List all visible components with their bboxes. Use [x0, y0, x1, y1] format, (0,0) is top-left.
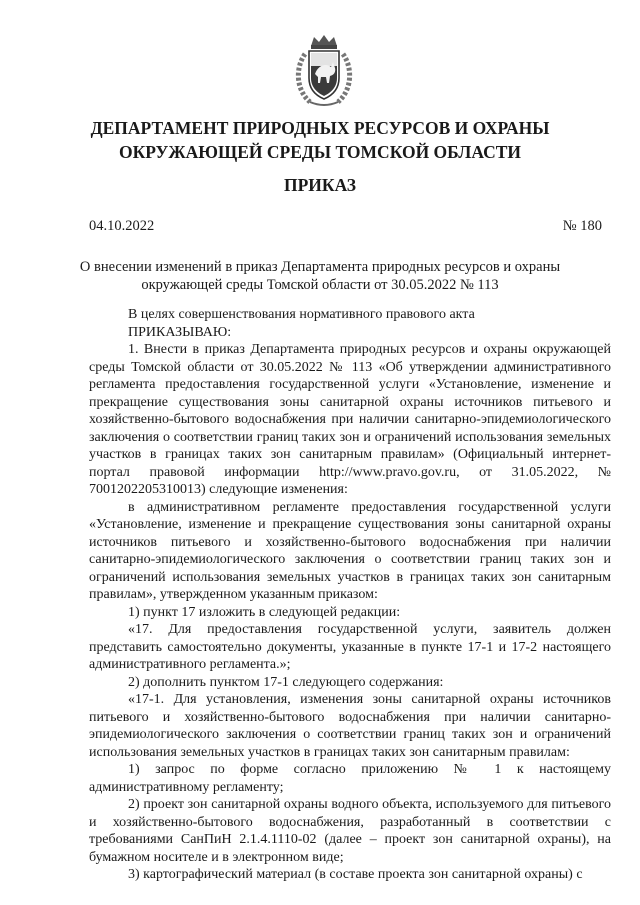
body-paragraph: 3) картографический материал (в составе проекта зон санитарной охраны) с — [128, 867, 583, 882]
body-paragraph: ПРИКАЗЫВАЮ: — [128, 324, 232, 340]
body-paragraph: «17-1. Для установления, изменения зоны санитарной охраны источников питьевого и хозяйственно-бытового водоснабжения при наличии санитарно-эпидемиологического заключения о соответствии границ таких зон и ограничений использования земельных участков в границах таких зон санитарным правилам: — [89, 692, 611, 760]
document-date: 04.10.2022 — [89, 218, 155, 234]
department-title-line2: ОКРУЖАЮЩЕЙ СРЕДЫ ТОМСКОЙ ОБЛАСТИ — [118, 142, 522, 162]
body-paragraph: 1) пункт 17 изложить в следующей редакции: — [128, 604, 401, 620]
document-type-heading: ПРИКАЗ — [283, 175, 357, 195]
body-paragraph: 1. Внести в приказ Департамента природных ресурсов и охраны окружающей среды Томской области от 30.05.2022 № 113 «Об утверждении административного регламента предоставления государственной услуги «Установление, изменение и прекращение существования зоны санитарной охраны источников питьевого и хозяйственно-бытового водоснабжения при наличии санитарно-эпидемиологического заключения о соответствии границ таких зон и ограничений использования земельных участков в границах таких зон санитарным правилам» (Официальный интернет-портал правовой информации http://www.pravo.gov.ru, от 31.05.2022, № 7001202205310013) следующие изменения: — [89, 342, 611, 497]
body-paragraph: 1) запрос по форме согласно приложению № 1 к настоящему административному регламенту; — [89, 762, 611, 795]
department-title-line1: ДЕПАРТАМЕНТ ПРИРОДНЫХ РЕСУРСОВ И ОХРАНЫ — [90, 118, 550, 138]
body-paragraph: В целях совершенствования нормативного правового акта — [128, 307, 475, 322]
document-number: № 180 — [562, 218, 602, 234]
body-paragraph: в административном регламенте предоставления государственной услуги «Установление, изменение и прекращение существования зоны санитарной охраны источников питьевого и хозяйственно-бытового водоснабжения при наличии санитарно-эпидемиологического заключения о соответствии границ таких зон и ограничений использования земельных участков в границах таких зон санитарным правилам», утвержденном указанным приказом: — [89, 499, 611, 602]
body-paragraph: 2) проект зон санитарной охраны водного объекта, используемого для питьевого и хозяйственно-бытового водоснабжения, разработанный в соответствии с требованиями СанПиН 2.1.4.1110-02 (далее – проект зон санитарной охраны), на бумажном носителе и в электронном виде; — [89, 797, 611, 865]
coat-of-arms-emblem — [292, 34, 356, 108]
body-paragraph: 2) дополнить пунктом 17-1 следующего содержания: — [128, 674, 444, 690]
body-paragraph: «17. Для предоставления государственной услуги, заявитель должен представить самостоятельно документы, указанные в пункте 17-1 и 17-2 настоящего административного регламента.»; — [89, 622, 611, 672]
subject-line2: окружающей среды Томской области от 30.05.2022 № 113 — [141, 276, 499, 293]
document-subject — [60, 259, 580, 295]
subject-line1: О внесении изменений в приказ Департамента природных ресурсов и охраны — [79, 259, 561, 275]
document-body — [89, 306, 611, 884]
department-title — [40, 116, 600, 164]
